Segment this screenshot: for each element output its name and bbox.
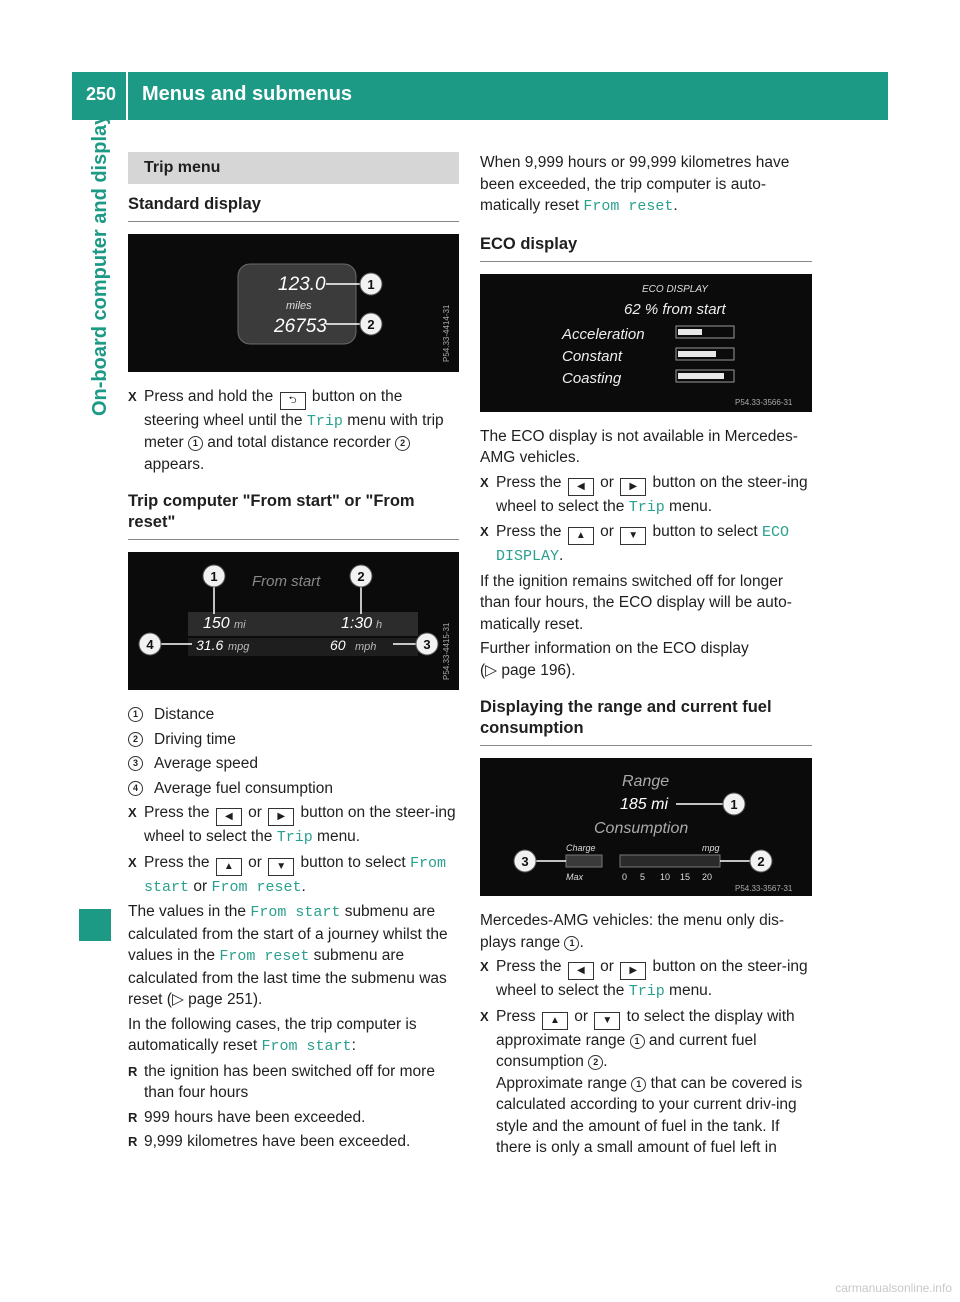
- left-button-icon: ◀: [216, 808, 242, 826]
- step-text: Press the: [144, 804, 210, 821]
- step-text: menu.: [669, 982, 713, 999]
- step-text: that can be covered is calculated according to your current driv-ing style and the amount of fuel in the tank. If there is only a small amount of fuel left in: [496, 1074, 803, 1156]
- text: Further information on the ECO display: [480, 640, 749, 657]
- paragraph: [128, 901, 459, 1011]
- paragraph: Further information on the ECO display (▷ page 196).: [480, 640, 749, 679]
- mpg-tick: 5: [640, 872, 646, 882]
- speed-unit: mph: [355, 641, 377, 653]
- step-text: .: [301, 877, 306, 895]
- time-value: 1:30: [341, 615, 373, 632]
- step-text: Press the: [496, 523, 562, 540]
- callout-number: 2: [357, 569, 365, 584]
- step-text: Press and hold the: [144, 387, 274, 405]
- figure-code: P54.33-4414-31: [442, 304, 451, 362]
- eco-row-label: Constant: [562, 347, 623, 365]
- step-text: appears.: [144, 455, 205, 473]
- step-text: or: [248, 804, 262, 821]
- trip-unit: miles: [286, 299, 312, 312]
- step-text: button on the steer-ing wheel to select the: [496, 473, 808, 515]
- section-title: Menus and submenus: [142, 83, 353, 105]
- down-button-icon: ▼: [620, 527, 646, 545]
- legend-item: [128, 753, 459, 775]
- distance-unit: mi: [234, 619, 246, 631]
- callout-number: 2: [367, 316, 375, 332]
- step-text: and current fuel consumption: [496, 1031, 757, 1070]
- callout-2-icon: 2: [588, 1055, 603, 1070]
- menu-name: Trip: [276, 829, 313, 846]
- step-text: button on the steering wheel until the: [144, 387, 403, 429]
- instruction-step: [480, 472, 812, 519]
- back-button-icon: ⮌: [280, 392, 306, 410]
- side-label: [83, 102, 123, 456]
- text: submenu are calculated from the start of a journey whilst the values in the: [128, 903, 448, 964]
- side-label-text: On-board computer and displays: [89, 102, 111, 416]
- step-text: menu with trip meter: [144, 411, 444, 451]
- callout-1-icon: 1: [631, 1077, 646, 1092]
- bullet-item: R the ignition has been switched off for more than four hours: [128, 1061, 459, 1104]
- page-header: [72, 72, 888, 120]
- menu-name: Trip: [306, 412, 343, 430]
- step-text: menu.: [317, 828, 361, 845]
- standard-display-heading: Standard display: [128, 194, 459, 222]
- speed-value: 60: [330, 637, 346, 653]
- callout-number: 2: [757, 854, 765, 869]
- trip-computer-figure: [128, 552, 459, 690]
- total-distance-value: 26753: [274, 315, 327, 337]
- paragraph: [480, 152, 812, 218]
- paragraph: [480, 910, 812, 953]
- up-button-icon: ▲: [568, 527, 594, 545]
- left-button-icon: ◀: [568, 962, 594, 980]
- callout-number: 3: [423, 637, 431, 652]
- eco-bar-fill: [678, 351, 716, 357]
- step-text: button to select: [652, 523, 758, 540]
- mpg-bar: [620, 855, 720, 867]
- step-text: button to select: [300, 853, 406, 871]
- charge-label: Charge: [566, 843, 596, 853]
- legend-number: 1: [128, 707, 143, 722]
- menu-name: Trip: [628, 498, 665, 516]
- left-button-icon: ◀: [568, 478, 594, 496]
- eco-subtitle: 62 % from start: [624, 300, 726, 318]
- step-text: Approximate range: [496, 1074, 627, 1092]
- legend-item: [128, 704, 459, 726]
- figure-code: P54.33-3567-31: [735, 884, 793, 893]
- legend-text: Average fuel consumption: [154, 779, 333, 797]
- mpg-label: mpg: [702, 843, 720, 853]
- step-text: or: [600, 523, 614, 540]
- step-text: button on the steer-ing wheel to select the: [144, 804, 456, 845]
- menu-name: ECO DISPLAY: [496, 524, 789, 565]
- page-reference: page 196).: [501, 661, 576, 679]
- header-divider: [126, 72, 128, 120]
- up-button-icon: ▲: [542, 1012, 568, 1030]
- legend-text: Average speed: [154, 755, 258, 772]
- text: When 9,999 hours or 99,999 kilometres have been exceeded, the trip computer is auto-matically reset: [480, 154, 790, 214]
- legend-number: 3: [128, 756, 143, 771]
- legend-number: 2: [128, 732, 143, 747]
- callout-2-icon: 2: [395, 436, 410, 451]
- submenu-name: From start: [261, 1038, 352, 1055]
- figure-code: P54.33-3566-31: [735, 397, 793, 407]
- trip-menu-bar: Trip menu: [128, 152, 459, 184]
- up-button-icon: ▲: [216, 858, 242, 876]
- footer-watermark: carmanualsonline.info: [835, 1281, 952, 1295]
- mpg-tick: 15: [680, 872, 691, 882]
- text: .: [673, 197, 678, 214]
- legend-item: [128, 729, 459, 751]
- step-text: to select the display with approximate range: [496, 1007, 795, 1049]
- text: :: [351, 1037, 356, 1054]
- mpg-tick: 0: [622, 872, 628, 882]
- trip-computer-heading: Trip computer "From start" or "From reset": [128, 491, 459, 540]
- step-text: or: [600, 473, 614, 491]
- instruction-step: [128, 852, 459, 899]
- callout-number: 1: [367, 276, 375, 292]
- range-heading: Displaying the range and current fuel consumption: [480, 697, 812, 746]
- callout-number: 4: [146, 637, 154, 652]
- step-text: Press: [496, 1007, 536, 1025]
- step-text: Press the: [496, 958, 562, 975]
- submenu-name: From start: [144, 854, 446, 896]
- consumption-label: Consumption: [594, 820, 689, 837]
- paragraph: [128, 1014, 459, 1058]
- figure-title: From start: [252, 573, 321, 590]
- callout-1-icon: 1: [630, 1034, 645, 1049]
- submenu-name: From reset: [211, 878, 302, 896]
- bullet-item: R 999 hours have been exceeded.: [128, 1107, 459, 1129]
- eco-bar-fill: [678, 373, 724, 379]
- eco-bar-fill: [678, 329, 702, 335]
- callout-1-icon: 1: [188, 436, 203, 451]
- eco-row-label: Coasting: [562, 369, 622, 387]
- time-unit: h: [376, 619, 383, 631]
- callout-1-icon: 1: [564, 936, 579, 951]
- step-text: .: [603, 1053, 608, 1070]
- instruction-step: [480, 1006, 812, 1159]
- legend-text: Driving time: [154, 730, 236, 748]
- text: In the following cases, the trip computer is automatically reset: [128, 1015, 417, 1054]
- side-marker: [79, 909, 111, 941]
- instruction-step: [128, 802, 459, 849]
- submenu-name: From reset: [219, 948, 310, 965]
- text: .: [579, 933, 584, 951]
- mpg-tick: 10: [660, 872, 671, 882]
- distance-value: 150: [203, 615, 230, 632]
- callout-number: 1: [210, 569, 218, 584]
- legend-item: [128, 778, 459, 800]
- eco-title: ECO DISPLAY: [642, 283, 708, 295]
- step-text: Press the: [496, 473, 562, 491]
- eco-row-label: Acceleration: [562, 325, 645, 343]
- instruction-step: [480, 521, 812, 568]
- right-button-icon: ▶: [620, 478, 646, 496]
- eco-display-figure: [480, 274, 812, 412]
- page-number: 250: [86, 84, 117, 104]
- page-ref-icon: ▷: [485, 661, 498, 679]
- paragraph: If the ignition remains switched off for longer than four hours, the ECO display will be auto-matically reset.: [480, 572, 792, 633]
- callout-number: 1: [730, 797, 738, 812]
- legend-text: Distance: [154, 706, 215, 723]
- right-column: [480, 152, 812, 1162]
- legend-number: 4: [128, 781, 143, 796]
- right-button-icon: ▶: [620, 962, 646, 980]
- range-value: 185 mi: [620, 796, 669, 813]
- max-label: Max: [566, 872, 584, 882]
- step-text: or: [574, 1007, 589, 1025]
- text: Mercedes-AMG vehicles: the menu only dis-plays range: [480, 912, 785, 951]
- range-label: Range: [622, 773, 670, 790]
- step-text: .: [559, 547, 564, 564]
- instruction-step: [128, 386, 459, 476]
- text: The values in the: [128, 903, 247, 920]
- step-text: and total distance recorder: [207, 434, 391, 451]
- step-text: or: [248, 853, 262, 871]
- standard-display-figure: [128, 234, 459, 372]
- right-button-icon: ▶: [268, 808, 294, 826]
- left-column: [128, 152, 459, 1156]
- paragraph: The ECO display is not available in Mercedes-AMG vehicles.: [480, 427, 798, 466]
- trip-meter-value: 123.0: [278, 273, 326, 295]
- instruction-step: [480, 956, 812, 1003]
- down-button-icon: ▼: [594, 1012, 620, 1030]
- text: submenu are calculated from the last time the submenu was reset (: [128, 947, 447, 1008]
- submenu-name: From reset: [583, 198, 674, 215]
- mpg-tick: 20: [702, 872, 713, 882]
- eco-display-heading: ECO display: [480, 234, 812, 262]
- submenu-name: From start: [250, 904, 341, 921]
- charge-bar: [566, 855, 602, 867]
- step-text: or: [600, 958, 614, 975]
- range-figure: [480, 758, 812, 896]
- fuel-unit: mpg: [228, 641, 250, 653]
- page-ref-icon: ▷: [171, 991, 184, 1008]
- step-text: Press the: [144, 853, 210, 871]
- figure-code: P54.33-4415-31: [442, 622, 451, 680]
- page-reference: page 251).: [188, 991, 263, 1008]
- step-text: or: [193, 877, 208, 895]
- bullet-item: R 9,999 kilometres have been exceeded.: [128, 1131, 459, 1153]
- down-button-icon: ▼: [268, 858, 294, 876]
- step-text: menu.: [669, 497, 713, 515]
- step-text: button on the steer-ing wheel to select the: [496, 958, 808, 999]
- callout-number: 3: [521, 854, 529, 869]
- fuel-value: 31.6: [196, 637, 224, 653]
- menu-name: Trip: [628, 983, 665, 1000]
